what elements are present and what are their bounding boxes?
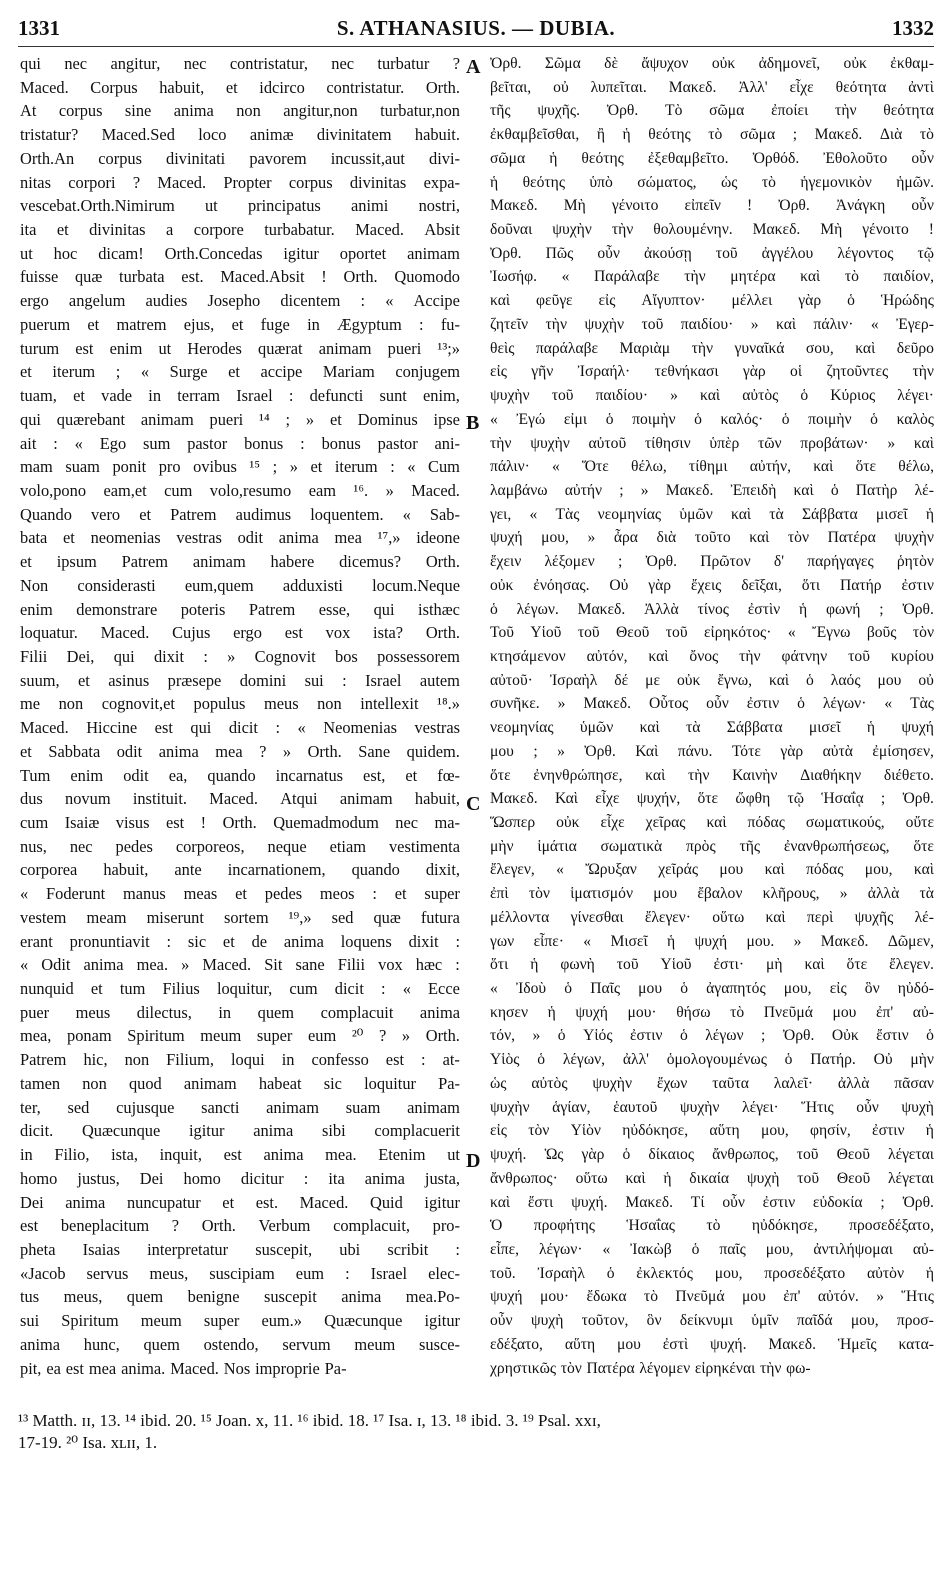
text-line: ὡς αὐτὸς ψυχὴν ἔχων ταῦτα λαλεῖ· ἀλλὰ πᾶσαν — [490, 1074, 934, 1092]
text-line: συνῆκε. » Μακεδ. Οὗτος οὖν ἐστιν ὁ λέγων· « Τὰς — [490, 695, 934, 713]
text-line: «Jacob servus meus, suscipiam eum : Israel elec- — [20, 1263, 460, 1283]
footnotes — [18, 1410, 934, 1454]
text-line: ἔλεγεν, « Ὤρυξαν χεῖράς μου καὶ πόδας μου, καὶ — [490, 861, 934, 879]
text-line: me non cognovit,et populus meus non intellexit ¹⁸.» — [20, 694, 460, 714]
text-line: pit, ea est mea anima. Maced. Nos improprie Pa- — [20, 1358, 347, 1378]
text-line: mea, ponam Spiritum meum super eum ²⁰ ? » Orth. — [20, 1026, 460, 1046]
text-line: λαμβάνω αὐτήν ; » Μακεδ. Ἐπειδὴ καὶ ὁ Πατὴρ λέ- — [490, 481, 934, 499]
text-line: erant pronuntiavit : sic et de anima loquens dixit : — [20, 931, 460, 951]
text-line: « Ἰδοὺ ὁ Παῖς μου ὁ ἀγαπητός μου, εἰς ὃν ηὐδό- — [490, 980, 934, 998]
text-line: pheta Isaias interpretatur suscepit, ubi scribit : — [20, 1239, 460, 1259]
text-line: ὁ λέγων. Μακεδ. Ἀλλὰ τίνος ἐστὶν ἡ φωνή ; Ὀρθ. — [490, 600, 934, 618]
text-line: ἐπὶ τὸν ἱματισμόν μου ἔβαλον κλῆρους, » ἀλλὰ τὰ — [490, 885, 934, 903]
text-line: ψυχή. Ὡς γὰρ ὁ δίκαιος ἄνθρωπος, τοῦ Θεοῦ λέγεται — [490, 1146, 934, 1164]
text-line: loquatur. Maced. Cujus ergo est vox ista? Orth. — [20, 623, 460, 643]
text-line: ait : « Ego sum pastor bonus : bonus pastor ani- — [20, 433, 460, 453]
text-line: Ἰωσήφ. « Παράλαβε τὴν μητέρα καὶ τὸ παιδίον, — [490, 268, 934, 286]
text-line: πάλιν· « Ὅτε θέλω, τίθημι αὐτήν, καὶ ὅτε θέλω, — [490, 458, 934, 476]
text-line: εἰς τὸν Υἱὸν ηὐδόκησε, αὕτη μου, φησίν, ἐστιν ἡ — [490, 1122, 934, 1140]
text-line: καὶ φεῦγε εἰς Αἴγυπτον· μέλλει γὰρ ὁ Ἡρώδης — [490, 292, 934, 310]
footnote-line: 17-19. ²⁰ Isa. xʟɪɪ, 1. — [18, 1433, 158, 1452]
text-line: vestem meam miserunt sortem ¹⁹,» sed quæ futura — [20, 907, 460, 927]
text-line: qui quærebant animam pueri ¹⁴ ; » et Dominus ipse — [20, 409, 460, 429]
text-line: tus meus, quem benigne suscepit anima mea.Po- — [20, 1287, 460, 1307]
text-line: qui nec angitur, nec contristatur, nec turbatur ? — [20, 54, 460, 73]
text-line: mam suam ponit pro ovibus ¹⁵ ; » et iterum : « Cum — [20, 457, 460, 477]
text-line: « Odit anima mea. » Maced. Sit sane Filii vox hæc : — [20, 955, 460, 975]
text-line: ὅτι ἡ φωνὴ τοῦ Υἱοῦ ἐστι· μὴ καὶ ὅτε ἔλεγεν. — [490, 956, 934, 974]
text-line: nunquid et tum Filius loquitur, cum dicit : « Ecce — [20, 979, 460, 999]
running-title: S. ATHANASIUS. — DUBIA. — [336, 16, 616, 40]
text-line: τὴν ψυχὴν αὐτοῦ τίθησιν ὑπὲρ τῶν προβάτων· » καὶ — [490, 434, 934, 452]
text-line: cum Isaiæ visus est ! Orth. Quemadmodum nec ma- — [20, 813, 460, 832]
text-line: est beneplacitum ? Orth. Verbum complacuit, pro- — [20, 1216, 460, 1236]
greek-column — [490, 52, 934, 1380]
text-line: τοῦ. Ἰσραὴλ ὁ ἐκλεκτός μου, προσεδέξατο αὐτὸν ἡ — [490, 1264, 934, 1282]
text-line: Filii Dei, qui dixit : » Cognovit bos possessorem — [20, 646, 460, 666]
text-line: ita et divinitas a corpore turbabatur. Maced. Absit — [20, 220, 460, 240]
section-marker-a: A — [466, 56, 481, 78]
text-line: ὅτε ἐνηνθρώπησε, καὶ τὴν Καινὴν Διαθήκην διέθετο. — [490, 766, 934, 784]
text-line: « Foderunt manus meas et pedes meos : et super — [20, 884, 460, 904]
text-line: Ὀρθ. Σῶμα δὲ ἄψυχον οὐκ ἀδημονεῖ, οὐκ ἐκθαμ- — [490, 55, 934, 72]
text-line: Tum enim odit ea, quando incarnatus est, et fœ- — [20, 765, 460, 785]
text-line: θεὶς παράλαβε Μαριὰμ τὴν γυναῖκά σου, καὶ δεῦρο — [490, 339, 934, 357]
text-line: puer meus dilectus, in quem complacuit anima — [20, 1002, 460, 1022]
page-number-right: 1332 — [892, 16, 934, 40]
text-line: et Sabbata odit anima mea ? » Orth. Sane quidem. — [20, 741, 460, 761]
text-line: « Ἐγώ εἰμι ὁ ποιμὴν ὁ καλός· ὁ ποιμὴν ὁ καλὸς — [490, 410, 934, 428]
text-line: ἄνθρωπος· οὕτω καὶ ἡ δικαία ψυχὴ τοῦ Θεοῦ λέγεται — [490, 1169, 934, 1187]
text-line: γων εἶπε· « Μισεῖ ἡ ψυχή μου. » Μακεδ. Δῶμεν, — [490, 932, 934, 950]
text-line: σῶμα ἡ θεότης ἐξεθαμβεῖτο. Ὀρθόδ. Ἐθολοῦτο οὖν — [490, 149, 934, 167]
text-line: ψυχὴν τοῦ παιδίου· » καὶ αὐτὸς ὁ Κύριος λέγει· — [490, 387, 934, 405]
text-line: βεῖται, οὐ λυπεῖται. Μακεδ. Ἀλλ' εἶχε θεότητα ἀντὶ — [490, 78, 934, 96]
text-line: Dei anima nuncupatur et est. Maced. Quid igitur — [20, 1192, 460, 1212]
page-header — [18, 16, 934, 44]
text-line: corporea habuit, ante incarnationem, quando dixit, — [20, 860, 460, 880]
text-line: Non considerasti eum,quem adduxisti locum.Neque — [20, 575, 460, 595]
text-line: μου ; » Ὀρθ. Καὶ πάνυ. Τότε γὰρ αὐτὰ ἐμίσησεν, — [490, 742, 934, 760]
text-line: εδέξατο, αὕτη μου ἐστὶ ψυχή. Μακεδ. Ἡμεῖς κατα- — [490, 1335, 934, 1353]
text-line: tuam, et vade in terram Israel : defuncti sunt enim, — [20, 386, 460, 406]
section-marker-c: C — [466, 793, 481, 815]
text-line: bata et neomenias vestras odit anima mea ¹⁷,» ideone — [20, 528, 460, 548]
text-line: οὖν ψυχὴ τοῦτον, ὃν δείκνυμι ὑμῖν παῖδά μου, προσ- — [490, 1312, 934, 1330]
text-line: ut hoc dicam! Orth.Concedas igitur oportet animam — [20, 243, 460, 263]
text-line: εἶπε, λέγων· « Ἰακὼβ ὁ παῖς μου, ἀντιλήψομαι αὐ- — [490, 1240, 934, 1258]
text-line: τῆς ψυχῆς. Ὀρθ. Τὸ σῶμα ἐποίει τὴν θεότητα — [490, 102, 934, 120]
text-line: Quando vero et Patrem audimus loquentem. « Sab- — [20, 504, 460, 524]
text-line: anima hunc, quem ostendo, servum meum susce- — [20, 1334, 460, 1354]
text-line: sui Spiritum meum super eum.» Quæcunque igitur — [20, 1311, 460, 1331]
text-line: νεομηνίας ὑμῶν καὶ τὰ Σάββατα μισεῖ ἡ ψυχή — [490, 719, 934, 737]
text-line: dus novum instituit. Maced. Atqui animam habuit, — [20, 789, 460, 809]
header-rule — [18, 46, 934, 47]
text-line: μὴν ἱμάτια σωματικὰ πρὸς τῆς ἐνανθρωπήσεως, ὅτε — [490, 837, 934, 855]
text-line: volo,pono eam,et cum volo,resumo eam ¹⁶. » Maced. — [20, 480, 460, 500]
text-line: Υἱὸς ὁ λέγων, ἀλλ' ὁμολογουμένως ὁ Πατήρ. Οὐ μὴν — [490, 1051, 934, 1069]
text-line: ψυχὴν ἁγίαν, ἑαυτοῦ ψυχὴν λέγει· Ἥτις οὖν ψυχὴ — [490, 1098, 934, 1116]
text-line: Ὀρθ. Πῶς οὖν ἀκούσῃ τοῦ ἀγγέλου λέγοντος τῷ — [490, 244, 934, 262]
text-line: tamen non quod animam habeat sic loquitur Pa- — [20, 1073, 460, 1093]
text-line: homo justus, Dei homo dicitur : ita anima justa, — [20, 1168, 460, 1188]
text-line: Orth.An corpus divinitati pavorem incussit,aut divi- — [20, 148, 460, 168]
text-line: in Filio, ista, inquit, est anima mea. Etenim ut — [20, 1145, 460, 1165]
text-line: τόν, » ὁ Υἱός ἐστιν ὁ λέγων ; Ὀρθ. Οὐκ ἔστιν ὁ — [490, 1027, 934, 1045]
text-line: δοῦναι ψυχὴν τὴν θολουμένην. Μακεδ. Μὴ γένοιτο ! — [490, 221, 934, 239]
text-line: Μακεδ. Μὴ γένοιτο εἰπεῖν ! Ὀρθ. Ἀνάγκη οὖν — [490, 197, 934, 215]
text-line: nitas corpori ? Maced. Propter corpus divinitas expa- — [20, 172, 460, 192]
text-line: ἔχειν λέξομεν ; Ὀρθ. Πρῶτον δ' παρήγαγες ῥητὸν — [490, 553, 934, 571]
text-line: κτησάμενον αὐτόν, καὶ ὄνος τὴν φάτνην τοῦ κυρίου — [490, 647, 934, 665]
text-line: μέλλοντα γίνεσθαι ἔλεγεν· οὕτω καὶ περὶ ψυχῆς λέ- — [490, 908, 934, 926]
text-line: tristatur? Maced.Sed loco animæ divinitatem habuit. — [20, 125, 460, 145]
text-line: χρηστικῶς τὸν Πατέρα λέγομεν εἰρηκέναι τὴν φω- — [490, 1359, 811, 1377]
text-line: suum, et asinus præsepe domini sui : Israel autem — [20, 670, 460, 690]
text-line: ψυχή μου· ἔδωκα τὸ Πνεῦμά μου ἐπ' αὐτόν. » Ἥτις — [490, 1288, 934, 1306]
text-line: At corpus sine anima non angitur,non turbatur,non — [20, 101, 460, 121]
text-line: ἐκθαμβεῖσθαι, ἢ ἡ θεότης τὸ σῶμα ; Μακεδ. Διὰ τὸ — [490, 126, 934, 144]
section-marker-d: D — [466, 1150, 481, 1172]
text-line: Μακεδ. Καὶ εἶχε ψυχήν, ὅτε ὤφθη τῷ Ἡσαΐᾳ ; Ὀρθ. — [490, 790, 934, 808]
text-line: ἡ θεότης ὑπὸ σώματος, ὡς τὸ ἡγεμονικὸν ἡμῶν. — [490, 173, 934, 191]
text-line: αὐτοῦ· Ἰσραὴλ δέ με οὐκ ἔγνω, καὶ ὁ λαός μου οὐ — [490, 671, 934, 689]
text-line: Patrem hic, non Filium, loqui in confesso est : at- — [20, 1050, 460, 1070]
text-line: ter, sed cujusque sancti animam suam animam — [20, 1097, 460, 1117]
text-line: nus, nec pedes corporeos, neque etiam vestimenta — [20, 836, 460, 856]
text-line: vescebat.Orth.Nimirum ut principatus animi nostri, — [20, 196, 460, 216]
text-line: κησεν ἡ ψυχή μου· θήσω τὸ Πνεῦμά μου ἐπ' αὐ- — [490, 1003, 934, 1021]
text-line: Τοῦ Υἱοῦ τοῦ Θεοῦ τοῦ εἰρηκότος· « Ἔγνω βοῦς τὸν — [490, 624, 934, 642]
text-line: Ὥσπερ οὐκ εἶχε χεῖρας καὶ πόδας σωματικούς, οὔτε — [490, 814, 934, 831]
text-line: Maced. Hiccine est qui dicit : « Neomenias vestras — [20, 718, 460, 738]
text-line: enim demonstrare poteris Patrem esse, qui isthæc — [20, 599, 460, 619]
text-line: εἰς γῆν Ἰσραήλ· τεθνήκασι γὰρ οἱ ζητοῦντες τὴν — [490, 363, 934, 381]
text-line: puerum et matrem ejus, et fuge in Ægyptum : fu- — [20, 314, 460, 334]
text-line: ergo angelum audies Josepho dicentem : « Accipe — [20, 291, 460, 311]
text-line: Maced. Corpus habuit, et idcirco contristatur. Orth. — [20, 77, 460, 97]
text-line: Ὁ προφήτης Ἡσαΐας τὸ ηὐδόκησε, προσεδέξατο, — [490, 1217, 934, 1235]
text-line: ζητεῖν τὴν ψυχὴν τοῦ παιδίου· » καὶ πάλιν· « Ἐγερ- — [490, 315, 934, 333]
text-line: fuisse quæ turbata est. Maced.Absit ! Orth. Quomodo — [20, 267, 460, 287]
footnote-line: ¹³ Matth. ɪɪ, 13. ¹⁴ ibid. 20. ¹⁵ Joan. x, 11. ¹⁶ ibid. 18. ¹⁷ Isa. ɪ, 13. ¹⁸ ibid. 3. ¹⁹ Psal. xxɪ, — [18, 1411, 601, 1430]
text-line: καὶ ἔστι ψυχή. Μακεδ. Τί οὖν ἐστιν εὐδοκία ; Ὀρθ. — [490, 1193, 934, 1211]
section-marker-b: B — [466, 412, 480, 434]
text-line: οὐκ ἐνόησας. Οὐ γὰρ ἔχεις δεῖξαι, ὅτι Πατήρ ἐστιν — [490, 576, 934, 594]
page-number-left: 1331 — [18, 16, 60, 40]
text-line: ψυχή μου, » ἆρα διὰ τοῦτο καὶ τὸν Πατέρα ψυχὴν — [490, 529, 934, 547]
latin-column — [20, 52, 460, 1380]
text-line: turum est enim ut Herodes quærat animam pueri ¹³;» — [20, 338, 460, 358]
text-line: γει, « Τὰς νεομηνίας ὑμῶν καὶ τὰ Σάββατα μισεῖ ἡ — [490, 505, 934, 523]
text-line: et iterum ; « Surge et accipe Mariam conjugem — [20, 362, 460, 382]
text-line: et ipsum Patrem animam habere dicemus? Orth. — [20, 552, 460, 572]
text-line: dicit. Quæcunque igitur anima sibi complacuerit — [20, 1121, 460, 1141]
